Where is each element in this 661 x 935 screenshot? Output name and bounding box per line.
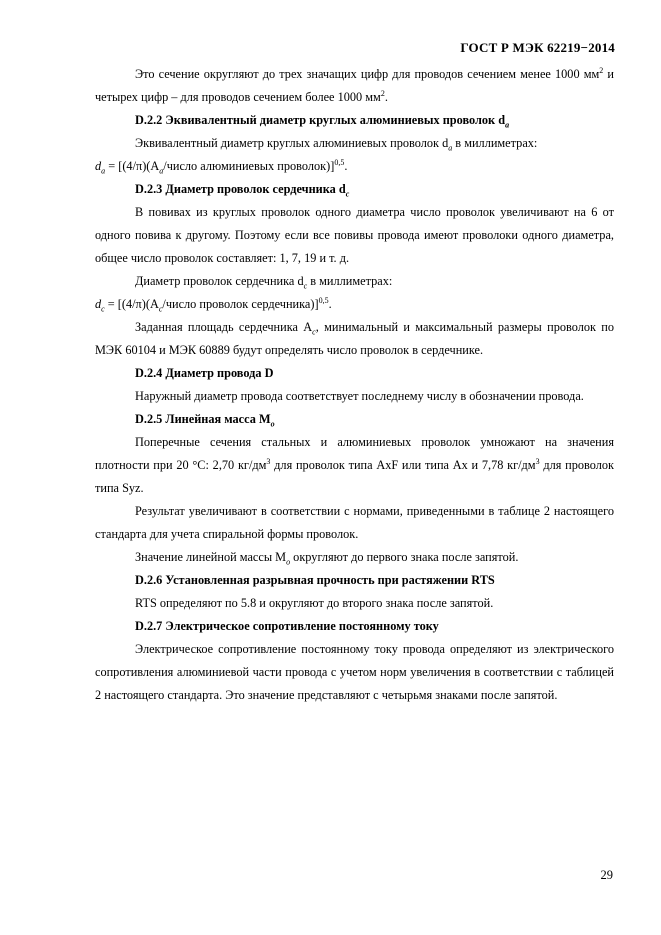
paragraph-result: Результат увеличивают в соответствии с нормами, приведенными в таблице 2 настоящего стандарта для учета спиральной формы проволок. [95, 504, 614, 541]
page-number: 29 [600, 868, 613, 882]
superscript: 2 [599, 65, 604, 75]
text: Заданная площадь сердечника A [135, 320, 313, 334]
subscript: c [101, 304, 105, 314]
text: и четырех цифр – для проводов сечением более 1000 мм [95, 67, 615, 104]
paragraph-outer-diameter: Наружный диаметр провода соответствует последнему числу в обозначении провода. [135, 389, 584, 403]
superscript: 3 [535, 456, 540, 466]
text: округляют до первого знака после запятой. [290, 550, 519, 564]
paragraph-core-diameter [95, 270, 614, 293]
standard-header: ГОСТ Р МЭК 62219−2014 [460, 40, 615, 55]
paragraph-equivalent-diameter [95, 132, 614, 155]
heading-text: D.2.3 Диаметр проволок сердечника d [135, 182, 346, 196]
heading-text: D.2.2 Эквивалентный диаметр круглых алюминиевых проволок d [135, 113, 506, 127]
text: d [95, 297, 102, 311]
superscript: 3 [266, 456, 271, 466]
subscript: c [303, 281, 308, 291]
heading-d23 [95, 178, 614, 201]
heading-d27: D.2.7 Электрическое сопротивление постоянному току [135, 619, 439, 633]
paragraph-resistance: Электрическое сопротивление постоянному току провода определяют из электрического сопротивления алюминиевой части провода с учетом норм увеличения в соответствии с таблицей 2 настоящего стандарта. Это значение представляют с четырьмя знаками после запятой. [95, 642, 614, 702]
text: = [(4/π)(A [104, 297, 159, 311]
text: , минимальный и максимальный размеры проволок по МЭК 60104 и МЭК 60889 будут определять число проволок в сердечнике. [95, 320, 614, 357]
superscript: 2 [380, 88, 385, 98]
text: для проволок типа Syz. [95, 458, 614, 495]
paragraph-linear-mass [95, 546, 614, 569]
subscript: c [158, 304, 163, 314]
superscript: 0,5 [334, 157, 345, 167]
heading-text: D.2.5 Линейная масса M [135, 412, 271, 426]
formula-da [95, 155, 614, 178]
text: Значение линейной массы M [135, 550, 287, 564]
heading-d22 [95, 109, 614, 132]
text: Это сечение округляют до трех значащих цифр для проводов сечением менее 1000 мм [135, 67, 600, 81]
text: Диаметр проволок сердечника d [135, 274, 304, 288]
text: для проволок типа AxF или типа Ax и 7,78 кг/дм [270, 458, 536, 472]
paragraph-density [95, 431, 614, 500]
text: Поперечные сечения стальных и алюминиевых проволок умножают на значения плотности при 20 °С: 2,70 кг/дм [95, 435, 614, 472]
text: d [95, 159, 102, 173]
paragraph-rounding [95, 63, 614, 109]
text: . [344, 159, 348, 173]
subscript: o [286, 557, 291, 567]
formula-dc [95, 293, 614, 316]
subscript: a [448, 143, 453, 153]
subscript: c [345, 189, 350, 199]
subscript: c [312, 327, 316, 337]
text: . [384, 90, 388, 104]
text: Эквивалентный диаметр круглых алюминиевых проволок d [135, 136, 449, 150]
text: /число алюминиевых проволок)] [163, 159, 335, 173]
heading-d25 [95, 408, 614, 431]
subscript: a [505, 120, 510, 130]
superscript: 0,5 [318, 295, 329, 305]
subscript: a [159, 166, 164, 176]
subscript: o [270, 419, 275, 429]
heading-d24: D.2.4 Диаметр провода D [135, 366, 274, 380]
text: /число проволок сердечника)] [162, 297, 319, 311]
text: в миллиметрах: [452, 136, 538, 150]
text: = [(4/π)(A [105, 159, 160, 173]
paragraph-rts: RTS определяют по 5.8 и округляют до второго знака после запятой. [135, 596, 494, 610]
paragraph-core-area [95, 316, 614, 362]
subscript: a [101, 166, 106, 176]
text: в миллиметрах: [307, 274, 393, 288]
paragraph-layers: В повивах из круглых проволок одного диаметра число проволок увеличивают на 6 от одного повива к другому. Поэтому если все повивы провода имеют проволоки одного диаметра, общее число проволок составляет: 1, 7, 19 и т. д. [95, 205, 614, 265]
document-body [95, 63, 614, 707]
heading-d26: D.2.6 Установленная разрывная прочность при растяжении RTS [135, 573, 495, 587]
text: . [328, 297, 332, 311]
